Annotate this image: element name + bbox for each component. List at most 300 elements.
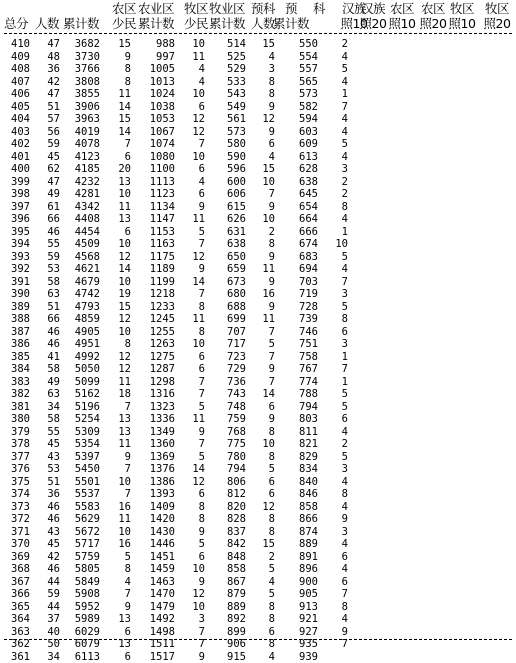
agri-cumulative-cell: 1013 [150,76,175,89]
pastoral-cumulative-cell: 688 [227,301,246,314]
pastoral-cumulative-cell: 729 [227,363,246,376]
header-cell: 汉族 [342,1,366,16]
header-cell: 累计数 [273,16,309,31]
prep-cumulative-cell: 858 [299,501,318,514]
agri-cumulative-cell: 1376 [150,463,175,476]
table-row [0,451,516,464]
prep-cumulative-cell: 921 [299,613,318,626]
pastoral-cumulative-cell: 780 [227,451,246,464]
prep-cumulative-cell: 846 [299,488,318,501]
prep-count-cell: 6 [269,401,275,414]
pastoral-cumulative-cell: 514 [227,38,246,51]
pastoral-minority-cell: 4 [199,176,205,189]
table-row [0,338,516,351]
table-row [0,326,516,339]
pastoral-minority-cell: 12 [192,588,205,601]
cumulative-cell: 4019 [75,126,100,139]
han-ref-cell: 6 [342,576,348,589]
cumulative-cell: 4568 [75,251,100,264]
han-ref-cell: 4 [342,563,348,576]
agri-minority-cell: 12 [118,351,131,364]
pastoral-cumulative-cell: 806 [227,476,246,489]
han-ref-cell: 4 [342,76,348,89]
han-ref-cell: 2 [342,176,348,189]
total-score-cell: 365 [11,601,30,614]
table-row [0,213,516,226]
count-cell: 45 [47,438,60,451]
cumulative-cell: 3730 [75,51,100,64]
han-ref-cell: 4 [342,126,348,139]
total-score-cell: 382 [11,388,30,401]
total-score-cell: 407 [11,76,30,89]
total-score-cell: 362 [11,638,30,651]
count-cell: 46 [47,513,60,526]
agri-cumulative-cell: 1298 [150,376,175,389]
agri-cumulative-cell: 1479 [150,601,175,614]
prep-count-cell: 8 [269,526,275,539]
agri-minority-cell: 6 [125,626,131,639]
header-cell: 农业区 [138,1,174,16]
pastoral-minority-cell: 14 [192,276,205,289]
prep-count-cell: 6 [269,138,275,151]
header-cell: 累计数 [63,16,99,31]
total-score-cell: 361 [11,651,30,663]
pastoral-minority-cell: 6 [199,163,205,176]
table-row [0,388,516,401]
pastoral-minority-cell: 3 [199,613,205,626]
total-score-cell: 388 [11,313,30,326]
header-cell: 人数 [35,16,59,31]
han-ref-cell: 4 [342,51,348,64]
pastoral-cumulative-cell: 759 [227,413,246,426]
count-cell: 49 [47,188,60,201]
total-score-cell: 371 [11,526,30,539]
prep-cumulative-cell: 758 [299,351,318,364]
han-ref-cell: 7 [342,588,348,601]
cumulative-cell: 3906 [75,101,100,114]
agri-cumulative-cell: 1349 [150,426,175,439]
han-ref-cell: 4 [342,151,348,164]
prep-count-cell: 12 [262,501,275,514]
agri-cumulative-cell: 1275 [150,351,175,364]
prep-count-cell: 15 [262,538,275,551]
total-score-cell: 403 [11,126,30,139]
pastoral-cumulative-cell: 736 [227,376,246,389]
pastoral-minority-cell: 12 [192,251,205,264]
pastoral-minority-cell: 10 [192,38,205,51]
agri-cumulative-cell: 1067 [150,126,175,139]
pastoral-cumulative-cell: 915 [227,651,246,663]
prep-count-cell: 6 [269,488,275,501]
agri-minority-cell: 11 [118,201,131,214]
total-score-cell: 394 [11,238,30,251]
han-ref-cell: 5 [342,138,348,151]
agri-cumulative-cell: 1255 [150,326,175,339]
table-row [0,588,516,601]
prep-count-cell: 15 [262,163,275,176]
header-cell: 科 [313,1,325,16]
table-row [0,151,516,164]
total-score-cell: 393 [11,251,30,264]
prep-cumulative-cell: 891 [299,551,318,564]
pastoral-minority-cell: 12 [192,113,205,126]
header-cell: 累计数 [209,16,245,31]
table-row [0,488,516,501]
prep-count-cell: 9 [269,126,275,139]
count-cell: 40 [47,626,60,639]
header-cell: 农区 [390,1,414,16]
prep-cumulative-cell: 573 [299,88,318,101]
table-row [0,513,516,526]
prep-count-cell: 10 [262,176,275,189]
table-row [0,626,516,639]
pastoral-minority-cell: 8 [199,513,205,526]
han-ref-cell: 5 [342,451,348,464]
prep-count-cell: 7 [269,376,275,389]
agri-cumulative-cell: 1123 [150,188,175,201]
count-cell: 51 [47,101,60,114]
agri-minority-cell: 13 [118,413,131,426]
prep-cumulative-cell: 565 [299,76,318,89]
total-score-cell: 402 [11,138,30,151]
total-score-cell: 385 [11,351,30,364]
cumulative-cell: 5989 [75,613,100,626]
cumulative-cell: 5537 [75,488,100,501]
table-row [0,538,516,551]
pastoral-minority-cell: 12 [192,476,205,489]
agri-minority-cell: 13 [118,176,131,189]
agri-cumulative-cell: 1420 [150,513,175,526]
han-ref-cell: 5 [342,401,348,414]
agri-cumulative-cell: 988 [156,38,175,51]
table-row [0,601,516,614]
han-ref-cell: 7 [342,363,348,376]
agri-cumulative-cell: 1113 [150,176,175,189]
total-score-cell: 368 [11,563,30,576]
pastoral-cumulative-cell: 748 [227,401,246,414]
pastoral-minority-cell: 9 [199,426,205,439]
header-cell: 照20 [420,16,447,31]
prep-count-cell: 14 [262,388,275,401]
agri-cumulative-cell: 1005 [150,63,175,76]
table-row [0,501,516,514]
agri-cumulative-cell: 1153 [150,226,175,239]
pastoral-cumulative-cell: 626 [227,213,246,226]
count-cell: 55 [47,426,60,439]
pastoral-cumulative-cell: 820 [227,501,246,514]
agri-cumulative-cell: 1409 [150,501,175,514]
total-score-cell: 406 [11,88,30,101]
count-cell: 46 [47,563,60,576]
count-cell: 51 [47,476,60,489]
agri-minority-cell: 9 [125,51,131,64]
cumulative-cell: 4123 [75,151,100,164]
total-score-cell: 369 [11,551,30,564]
count-cell: 37 [47,613,60,626]
agri-cumulative-cell: 1074 [150,138,175,151]
agri-minority-cell: 5 [125,551,131,564]
count-cell: 58 [47,413,60,426]
cumulative-cell: 4621 [75,263,100,276]
pastoral-minority-cell: 10 [192,151,205,164]
agri-minority-cell: 11 [118,376,131,389]
agri-cumulative-cell: 1369 [150,451,175,464]
prep-cumulative-cell: 811 [299,426,318,439]
pastoral-minority-cell: 7 [199,638,205,651]
header-cell: 牧业区 [209,1,245,16]
agri-cumulative-cell: 1100 [150,163,175,176]
cumulative-cell: 5162 [75,388,100,401]
header-cell: 预科 [251,1,275,16]
prep-count-cell: 11 [262,313,275,326]
agri-cumulative-cell: 1492 [150,613,175,626]
prep-cumulative-cell: 834 [299,463,318,476]
han-ref-cell: 3 [342,338,348,351]
han-ref-cell: 5 [342,63,348,76]
table-row [0,63,516,76]
count-cell: 57 [47,113,60,126]
cumulative-cell: 5849 [75,576,100,589]
pastoral-minority-cell: 7 [199,438,205,451]
cumulative-cell: 5717 [75,538,100,551]
total-score-cell: 366 [11,588,30,601]
table-row [0,226,516,239]
count-cell: 34 [47,651,60,663]
agri-cumulative-cell: 1463 [150,576,175,589]
prep-cumulative-cell: 751 [299,338,318,351]
table-row [0,551,516,564]
total-score-cell: 390 [11,288,30,301]
table-row [0,176,516,189]
pastoral-minority-cell: 10 [192,88,205,101]
pastoral-minority-cell: 6 [199,351,205,364]
agri-minority-cell: 7 [125,138,131,151]
table-row [0,251,516,264]
agri-cumulative-cell: 1430 [150,526,175,539]
agri-minority-cell: 10 [118,188,131,201]
han-ref-cell: 8 [342,488,348,501]
han-ref-cell: 3 [342,288,348,301]
pastoral-cumulative-cell: 717 [227,338,246,351]
pastoral-minority-cell: 7 [199,376,205,389]
agri-cumulative-cell: 1386 [150,476,175,489]
prep-count-cell: 5 [269,563,275,576]
pastoral-minority-cell: 11 [192,51,205,64]
prep-count-cell: 8 [269,601,275,614]
pastoral-minority-cell: 8 [199,501,205,514]
count-cell: 63 [47,388,60,401]
han-ref-cell: 3 [342,526,348,539]
cumulative-cell: 3766 [75,63,100,76]
cumulative-cell: 5583 [75,501,100,514]
prep-count-cell: 7 [269,188,275,201]
agri-minority-cell: 9 [125,451,131,464]
total-score-cell: 367 [11,576,30,589]
cumulative-cell: 4281 [75,188,100,201]
agri-minority-cell: 6 [125,226,131,239]
total-score-cell: 363 [11,626,30,639]
han-ref-cell: 4 [342,113,348,126]
agri-cumulative-cell: 1498 [150,626,175,639]
total-score-cell: 391 [11,276,30,289]
header-cell: 照10 [389,16,416,31]
total-score-cell: 409 [11,51,30,64]
pastoral-cumulative-cell: 631 [227,226,246,239]
count-cell: 50 [47,638,60,651]
prep-cumulative-cell: 609 [299,138,318,151]
agri-minority-cell: 13 [118,638,131,651]
cumulative-cell: 4509 [75,238,100,251]
prep-cumulative-cell: 703 [299,276,318,289]
total-score-cell: 381 [11,401,30,414]
total-score-cell: 378 [11,438,30,451]
pastoral-minority-cell: 11 [192,413,205,426]
pastoral-minority-cell: 5 [199,401,205,414]
pastoral-minority-cell: 11 [192,213,205,226]
table-row [0,313,516,326]
pastoral-cumulative-cell: 529 [227,63,246,76]
pastoral-cumulative-cell: 794 [227,463,246,476]
cumulative-cell: 4454 [75,226,100,239]
header-divider [4,33,512,34]
han-ref-cell: 1 [342,88,348,101]
prep-count-cell: 8 [269,238,275,251]
pastoral-cumulative-cell: 723 [227,351,246,364]
pastoral-cumulative-cell: 842 [227,538,246,551]
prep-count-cell: 10 [262,213,275,226]
pastoral-minority-cell: 9 [199,526,205,539]
han-ref-cell: 4 [342,213,348,226]
cumulative-cell: 5397 [75,451,100,464]
cumulative-cell: 4408 [75,213,100,226]
agri-cumulative-cell: 1287 [150,363,175,376]
han-ref-cell: 4 [342,501,348,514]
agri-minority-cell: 9 [125,601,131,614]
total-score-cell: 389 [11,301,30,314]
pastoral-cumulative-cell: 707 [227,326,246,339]
agri-cumulative-cell: 1218 [150,288,175,301]
table-row [0,438,516,451]
agri-minority-cell: 10 [118,276,131,289]
prep-cumulative-cell: 664 [299,213,318,226]
cumulative-cell: 4679 [75,276,100,289]
prep-count-cell: 9 [269,276,275,289]
prep-cumulative-cell: 935 [299,638,318,651]
agri-cumulative-cell: 1360 [150,438,175,451]
prep-count-cell: 3 [269,63,275,76]
table-row [0,238,516,251]
prep-count-cell: 8 [269,513,275,526]
count-cell: 43 [47,451,60,464]
count-cell: 59 [47,138,60,151]
count-cell: 66 [47,313,60,326]
pastoral-cumulative-cell: 590 [227,151,246,164]
pastoral-cumulative-cell: 743 [227,388,246,401]
han-ref-cell: 1 [342,376,348,389]
agri-minority-cell: 10 [118,326,131,339]
pastoral-minority-cell: 11 [192,313,205,326]
agri-minority-cell: 8 [125,63,131,76]
agri-minority-cell: 11 [118,88,131,101]
prep-count-cell: 9 [269,413,275,426]
pastoral-minority-cell: 12 [192,126,205,139]
pastoral-minority-cell: 7 [199,626,205,639]
prep-cumulative-cell: 794 [299,401,318,414]
prep-cumulative-cell: 594 [299,113,318,126]
agri-minority-cell: 16 [118,501,131,514]
count-cell: 46 [47,338,60,351]
pastoral-minority-cell: 14 [192,463,205,476]
cumulative-cell: 5354 [75,438,100,451]
count-cell: 42 [47,76,60,89]
table-row [0,38,516,51]
agri-cumulative-cell: 1080 [150,151,175,164]
agri-cumulative-cell: 1316 [150,388,175,401]
table-row [0,201,516,214]
prep-count-cell: 15 [262,38,275,51]
agri-cumulative-cell: 1517 [150,651,175,663]
cumulative-cell: 5196 [75,401,100,414]
pastoral-cumulative-cell: 892 [227,613,246,626]
total-score-cell: 392 [11,263,30,276]
agri-cumulative-cell: 1189 [150,263,175,276]
pastoral-minority-cell: 6 [199,551,205,564]
prep-count-cell: 9 [269,363,275,376]
header-cell: 牧区 [184,1,208,16]
agri-minority-cell: 14 [118,263,131,276]
table-row [0,426,516,439]
cumulative-cell: 6079 [75,638,100,651]
total-score-cell: 374 [11,488,30,501]
table-row [0,76,516,89]
header-line-2 [0,16,516,31]
count-cell: 53 [47,263,60,276]
prep-cumulative-cell: 913 [299,601,318,614]
total-score-cell: 408 [11,63,30,76]
pastoral-minority-cell: 9 [199,263,205,276]
prep-cumulative-cell: 829 [299,451,318,464]
agri-minority-cell: 15 [118,113,131,126]
prep-count-cell: 8 [269,426,275,439]
table-row [0,526,516,539]
count-cell: 49 [47,376,60,389]
prep-count-cell: 5 [269,588,275,601]
prep-count-cell: 4 [269,576,275,589]
total-score-cell: 384 [11,363,30,376]
pastoral-cumulative-cell: 549 [227,101,246,114]
pastoral-cumulative-cell: 899 [227,626,246,639]
agri-cumulative-cell: 1459 [150,563,175,576]
agri-minority-cell: 8 [125,563,131,576]
prep-count-cell: 8 [269,451,275,464]
table-row [0,288,516,301]
header-cell: 少民 [112,16,136,31]
footer-divider [4,639,512,640]
prep-count-cell: 6 [269,626,275,639]
prep-cumulative-cell: 582 [299,101,318,114]
count-cell: 48 [47,51,60,64]
pastoral-cumulative-cell: 775 [227,438,246,451]
prep-cumulative-cell: 683 [299,251,318,264]
pastoral-minority-cell: 10 [192,601,205,614]
han-ref-cell: 7 [342,101,348,114]
prep-count-cell: 5 [269,463,275,476]
total-score-cell: 398 [11,188,30,201]
count-cell: 36 [47,488,60,501]
header-cell: 照20 [360,16,387,31]
total-score-cell: 404 [11,113,30,126]
agri-cumulative-cell: 1323 [150,401,175,414]
